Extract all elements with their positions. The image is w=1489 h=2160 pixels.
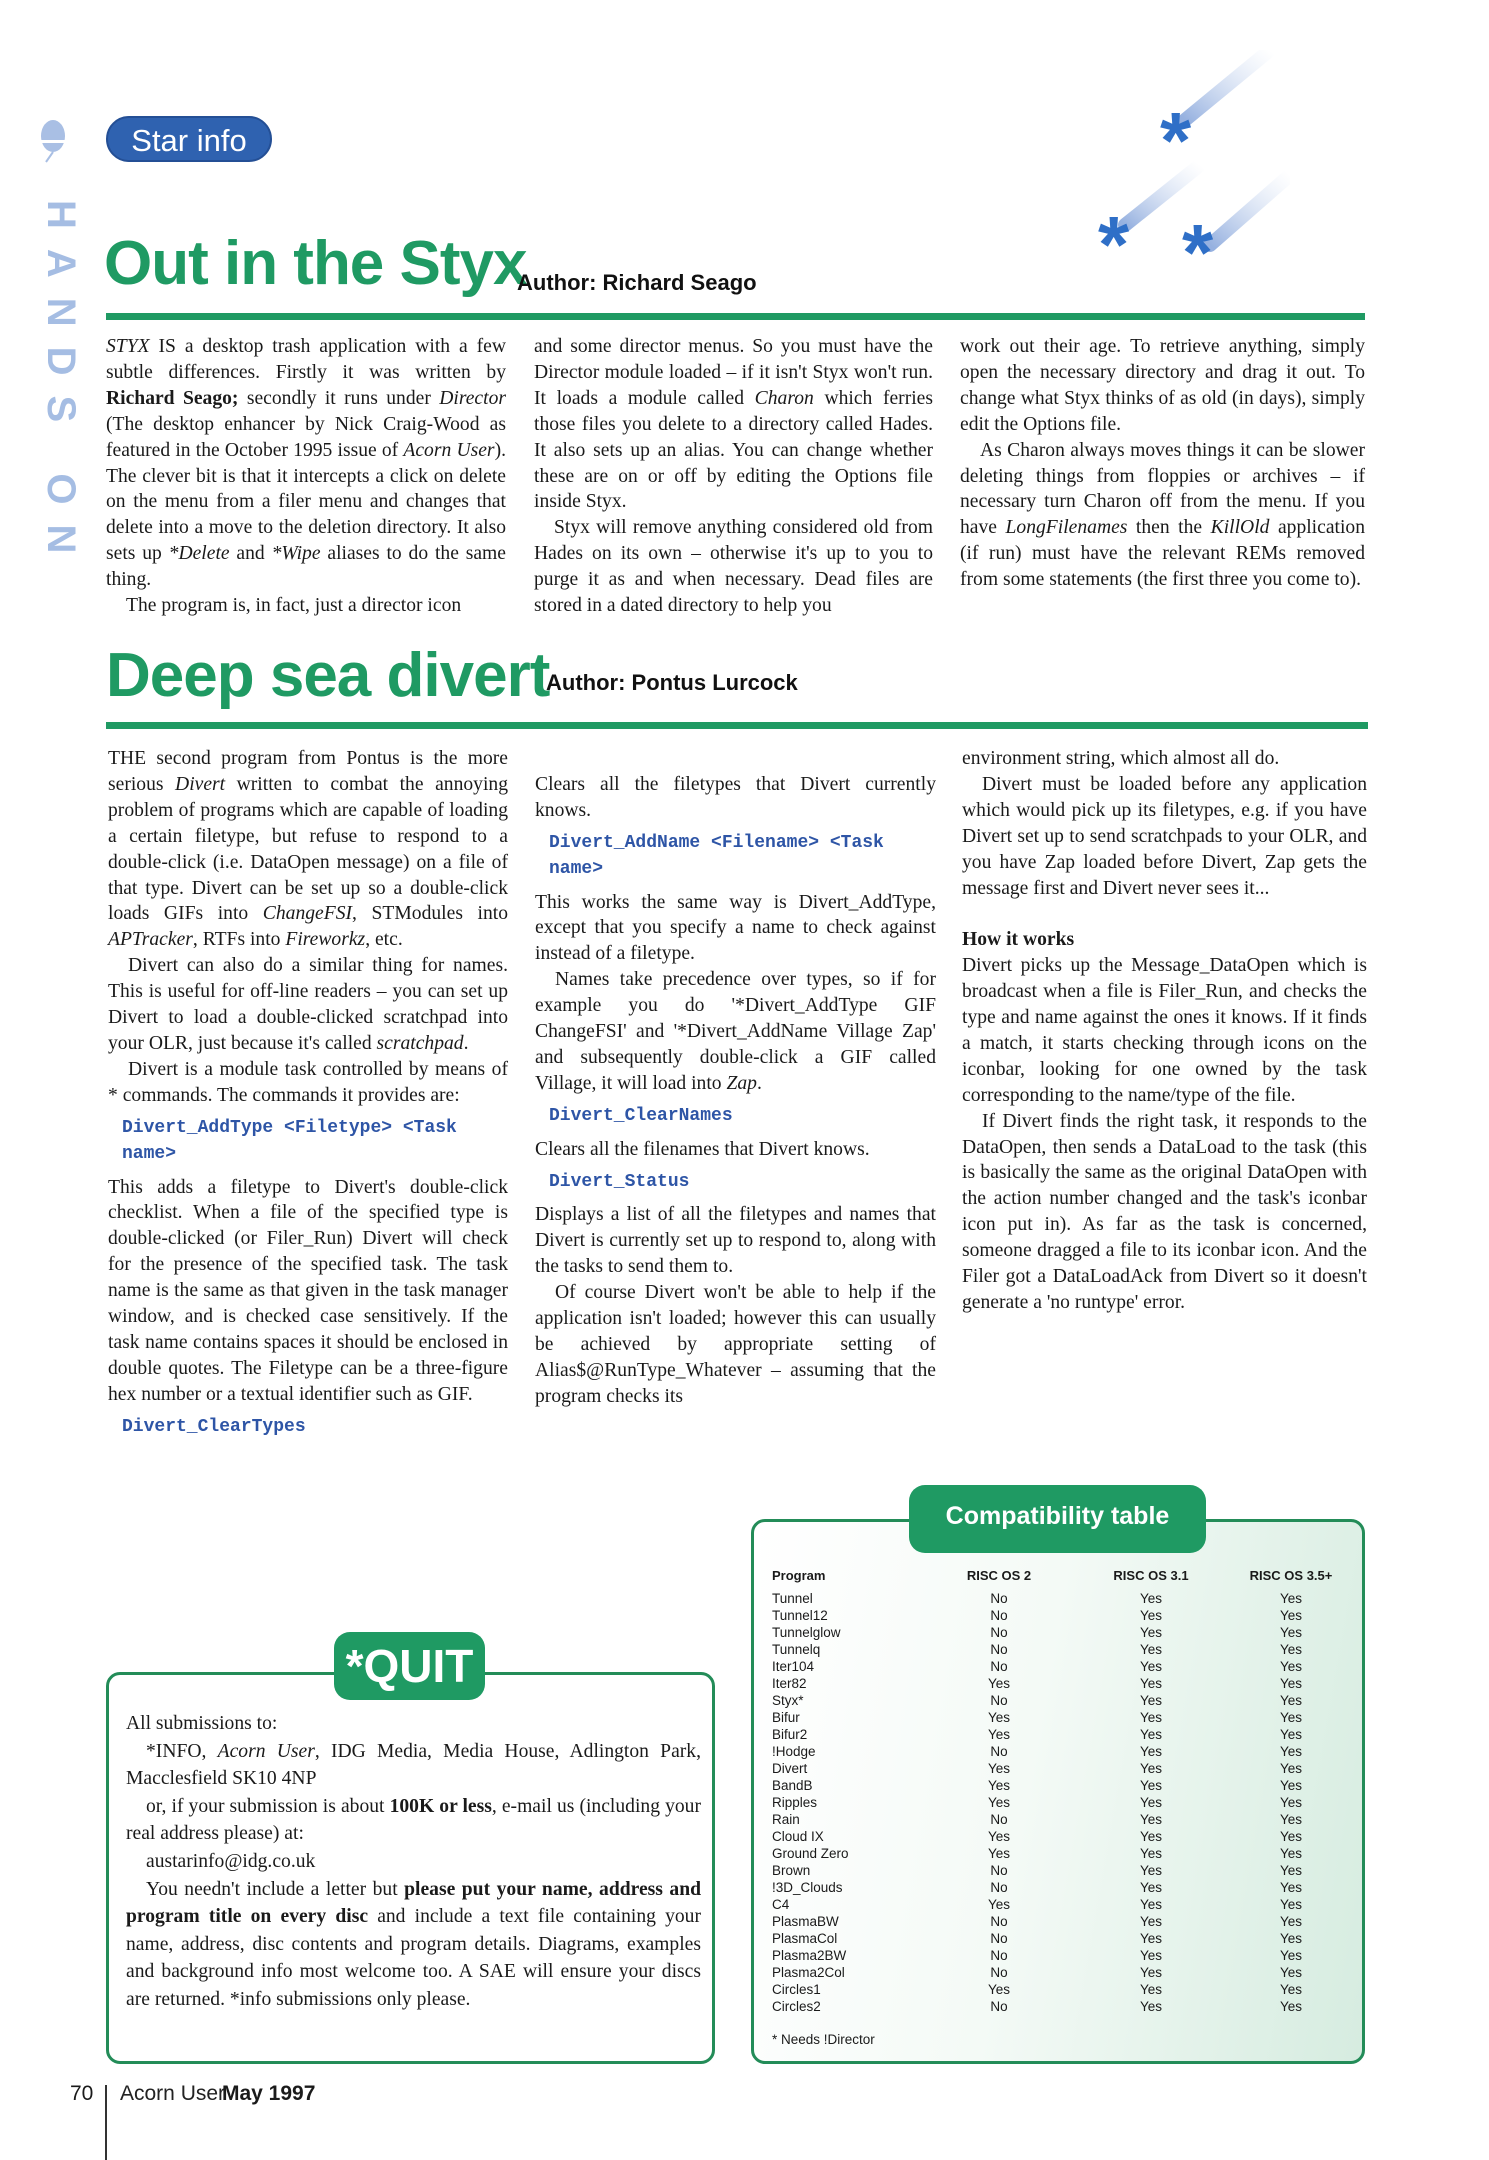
text-run: and (229, 543, 272, 565)
compatibility-cell: Yes (1279, 1761, 1303, 1776)
paragraph (535, 1280, 936, 1410)
paragraph (960, 334, 1365, 438)
paragraph (962, 746, 1367, 772)
paragraph (535, 1137, 936, 1163)
text-run: environment string, which almost all do. (962, 748, 1280, 769)
compatibility-cell: Yes (1279, 1863, 1303, 1878)
command-syntax: Divert_ClearTypes (122, 1416, 306, 1437)
compatibility-cell: Yes (1279, 1829, 1303, 1844)
program-name-cell: Circles2 (772, 1999, 821, 2014)
compatibility-cell: Yes (1279, 1812, 1303, 1827)
program-name-cell: Iter82 (772, 1676, 807, 1691)
compatibility-cell: Yes (987, 1846, 1011, 1861)
table-row (764, 1828, 1346, 1845)
text-run: then the (1127, 517, 1211, 539)
spacer (962, 901, 1367, 927)
text-run: THE second program from Pontus is the more serious (108, 748, 508, 795)
text-run: All submissions to: (126, 1713, 278, 1734)
table-row (764, 1896, 1346, 1913)
bold-text: Richard Seago; (106, 387, 239, 409)
command-syntax: Divert_AddName <Filename> <Task name> (549, 832, 884, 879)
italic-text: STYX (106, 336, 150, 357)
table-row (764, 1777, 1346, 1794)
styx-column-2 (534, 334, 933, 619)
text-run: If Divert finds the right task, it responds to the DataOpen, then sends a DataLoad to the task (this is basically the same as the original DataOpen with the action number changed and the task's iconbar icon put in). As far as the task is concerned, someone dragged a file to its iconbar icon. And the Filer got a DataLoadAck from Divert so it doesn't generate a 'no runtype' error. (962, 1110, 1367, 1314)
paragraph (535, 890, 936, 968)
compatibility-cell: No (990, 1625, 1008, 1640)
italic-text: ChangeFSI (262, 903, 353, 925)
program-name-cell: Tunnelglow (772, 1625, 841, 1640)
compatibility-cell: Yes (1279, 1710, 1303, 1725)
paragraph (126, 1738, 701, 1793)
compatibility-cell: Yes (987, 1727, 1011, 1742)
table-row (764, 1981, 1346, 1998)
paragraph (108, 746, 508, 953)
command-syntax: Divert_AddType <Filetype> <Task name> (122, 1117, 457, 1164)
column-header: Program (772, 1567, 826, 1583)
table-row (764, 1964, 1346, 1981)
program-name-cell: Bifur2 (772, 1727, 808, 1742)
magazine-name: Acorn User (120, 2082, 226, 2105)
text-run: You needn't include a letter but (146, 1878, 405, 1900)
text-run: ). The clever bit is that it intercepts a click on delete on the menu from a filer menu and changes that delete into a move to the deletion directory. It also sets up (106, 439, 506, 565)
text-run: Divert can also do a similar thing for names. This is useful for off-line readers – you can set up Divert to load a double-clicked scratchpad into your OLR, just because it's called (108, 955, 508, 1054)
paragraph (126, 1793, 701, 1848)
compatibility-cell: Yes (1279, 1999, 1303, 2014)
compatibility-cell: Yes (1139, 1863, 1163, 1878)
italic-text: *Wipe (271, 543, 321, 565)
text-run: , IDG Media, Media House, Adlington Park, Macclesfield SK10 4NP (126, 1740, 701, 1790)
text-run: Divert picks up the Message_DataOpen which is broadcast when a file is Filer_Run, and checks the type and name against the ones it knows. If it finds a match, it starts checking through icons on the iconbar, looking for one owned by the task corresponding to the name/type of the file. (962, 955, 1367, 1106)
compatibility-cell: Yes (1279, 1591, 1303, 1606)
text-run: , RTFs into (192, 929, 286, 951)
divider-rule (106, 313, 1365, 320)
compatibility-cell: Yes (987, 1710, 1011, 1725)
program-name-cell: Circles1 (772, 1982, 821, 1997)
text-run: Styx will remove anything considered old from Hades on its own – otherwise it's up to you to purge it as and when necessary. Dead files are stored in a dated directory to help you (534, 517, 933, 617)
italic-text: Director (439, 387, 506, 409)
compatibility-cell: Yes (1139, 1625, 1163, 1640)
subheading: How it works (962, 929, 1075, 951)
stars-decoration-icon (1090, 50, 1290, 285)
footer-divider (105, 2085, 107, 2160)
program-name-cell: Bifur (772, 1710, 800, 1725)
text-run: and some director menus. So you must have the Director module loaded – if it isn't Styx won't run. It loads a module called (534, 336, 933, 409)
program-name-cell: Iter104 (772, 1659, 815, 1674)
author-divert: Author: Pontus Lurcock (546, 670, 798, 695)
table-row (764, 1879, 1346, 1896)
italic-text: Fireworkz (285, 929, 366, 951)
text-run: written to combat the annoying problem of programs which are capable of loading a certain filetype, but refuse to respond to a double-click (i.e. DataOpen message) on a file of that type. Divert can be set up so a double-click loads GIFs into (108, 773, 508, 925)
table-row (764, 1692, 1346, 1709)
divert-column-2 (535, 746, 936, 1410)
table-row (764, 1658, 1346, 1675)
paragraph (106, 334, 506, 593)
text-run: aliases to do the same thing. (106, 543, 506, 591)
italic-text: Acorn User (217, 1740, 315, 1762)
compatibility-cell: Yes (1139, 1931, 1163, 1946)
compatibility-cell: Yes (1139, 1846, 1163, 1861)
text-run: Names take precedence over types, so if for example you do '*Divert_AddType GIF ChangeFSI' and '*Divert_AddName Village Zap' and subsequently double-click a GIF called Village, it will load into (535, 969, 936, 1094)
paragraph (126, 1876, 701, 2014)
program-name-cell: Tunnel (772, 1591, 813, 1606)
compatibility-cell: Yes (1279, 1608, 1303, 1623)
compatibility-cell: No (990, 1863, 1008, 1878)
compatibility-cell: Yes (1279, 1727, 1303, 1742)
compatibility-cell: Yes (1279, 1982, 1303, 1997)
table-row (764, 1607, 1346, 1624)
text-run: The program is, in fact, just a director icon (126, 595, 462, 617)
compatibility-cell: Yes (987, 1982, 1011, 1997)
compatibility-cell: Yes (1279, 1948, 1303, 1963)
program-name-cell: !Hodge (772, 1744, 816, 1759)
table-row (764, 1641, 1346, 1658)
text-run: secondly it runs under (238, 387, 440, 409)
author-styx: Author: Richard Seago (517, 270, 757, 295)
table-footnote: * Needs !Director (772, 2032, 875, 2047)
compatibility-cell: Yes (1139, 1744, 1163, 1759)
paragraph (535, 772, 936, 824)
compatibility-cell: Yes (1279, 1846, 1303, 1861)
table-row (764, 1675, 1346, 1692)
compatibility-cell: Yes (987, 1676, 1011, 1691)
text-run: This works the same way is Divert_AddType, except that you specify a name to check against instead of a filetype. (535, 891, 936, 965)
text-run: which ferries those files you delete to a directory called Hades. It also sets up an alias. You can change whether these are on or off by editing the Options file inside Styx. (534, 387, 933, 513)
text-run: (The desktop enhancer by Nick Craig-Wood as featured in the October 1995 issue of (106, 413, 506, 461)
table-row (764, 1998, 1346, 2015)
article-title-divert: Deep sea divert (106, 641, 550, 710)
styx-column-1 (106, 334, 506, 619)
compatibility-cell: Yes (987, 1761, 1011, 1776)
compatibility-cell: Yes (1139, 1676, 1163, 1691)
italic-text: Divert (175, 773, 226, 795)
compatibility-cell: No (990, 1744, 1008, 1759)
program-name-cell: Brown (772, 1863, 811, 1878)
text-run: Clears all the filenames that Divert knows. (535, 1138, 870, 1160)
compatibility-cell: Yes (1139, 1812, 1163, 1827)
text-run: , STModules into (352, 903, 509, 925)
compatibility-cell: Yes (1139, 1778, 1163, 1793)
compatibility-cell: Yes (1279, 1931, 1303, 1946)
compatibility-cell: Yes (1139, 1914, 1163, 1929)
text-run: work out their age. To retrieve anything, simply open the necessary directory and drag it out. To change what Styx thinks of as old (in days), simply edit the Options file. (960, 336, 1365, 435)
text-run: , e-mail us (including your real address please) at: (126, 1795, 701, 1845)
compatibility-table (764, 1560, 1346, 2015)
compatibility-cell: Yes (1279, 1880, 1303, 1895)
table-row (764, 1862, 1346, 1879)
compatibility-cell: Yes (1279, 1642, 1303, 1657)
compatibility-cell: Yes (1139, 1693, 1163, 1708)
compatibility-cell: No (990, 1693, 1008, 1708)
compatibility-title: Compatibility table (909, 1485, 1206, 1553)
paragraph (108, 953, 508, 1057)
compatibility-cell: Yes (1139, 1608, 1163, 1623)
compatibility-cell: Yes (1139, 1897, 1163, 1912)
compatibility-cell: Yes (1139, 1880, 1163, 1895)
compatibility-cell: Yes (1279, 1965, 1303, 1980)
submissions-text (126, 1710, 701, 2014)
italic-text: *Delete (168, 543, 230, 565)
paragraph (962, 772, 1367, 902)
text-run: *INFO, (146, 1740, 218, 1762)
compatibility-cell: Yes (1279, 1625, 1303, 1640)
quit-label: *QUIT (334, 1632, 485, 1700)
paragraph (534, 515, 933, 619)
compatibility-cell: Yes (1279, 1676, 1303, 1691)
table-row (764, 1930, 1346, 1947)
compatibility-cell: Yes (1139, 1591, 1163, 1606)
column-header: RISC OS 2 (966, 1567, 1032, 1583)
table-row (764, 1845, 1346, 1862)
italic-text: Zap (726, 1072, 757, 1094)
paragraph (126, 1710, 701, 1738)
compatibility-cell: Yes (1139, 1659, 1163, 1674)
section-badge: Star info (106, 116, 272, 162)
compatibility-cell: Yes (987, 1829, 1011, 1844)
paragraph (126, 1848, 701, 1876)
table-header-row (764, 1560, 1346, 1590)
program-name-cell: PlasmaCol (772, 1931, 838, 1946)
text-run: . (756, 1072, 762, 1094)
bold-text: please put your name, address and program title on every disc (126, 1878, 701, 1928)
page-number: 70 (70, 2082, 94, 2105)
program-name-cell: Divert (772, 1761, 808, 1776)
paragraph (534, 334, 933, 515)
compatibility-cell: No (990, 1948, 1008, 1963)
text-run: . (463, 1032, 469, 1054)
paragraph (535, 967, 936, 1097)
text-run: and include a text file containing your name, address, disc contents and program details. Diagrams, examples and background info most welcome too. A SAE will ensure your discs are returned. *info submissions only please. (126, 1906, 701, 2010)
compatibility-cell: No (990, 1812, 1008, 1827)
compatibility-cell: Yes (1279, 1897, 1303, 1912)
column-header: RISC OS 3.1 (1113, 1567, 1189, 1583)
compatibility-cell: Yes (1279, 1778, 1303, 1793)
paragraph (108, 1057, 508, 1109)
paragraph (535, 1202, 936, 1280)
program-name-cell: Plasma2Col (772, 1965, 845, 1980)
table-row (764, 1624, 1346, 1641)
table-row (764, 1811, 1346, 1828)
compatibility-cell: Yes (1139, 1795, 1163, 1810)
compatibility-cell: Yes (1139, 1999, 1163, 2014)
program-name-cell: !3D_Clouds (772, 1880, 843, 1895)
compatibility-cell: Yes (1139, 1710, 1163, 1725)
program-name-cell: C4 (772, 1897, 790, 1912)
italic-text: KillOld (1210, 517, 1270, 539)
issue-date: May 1997 (222, 2082, 316, 2105)
compatibility-cell: Yes (1139, 1727, 1163, 1742)
text-run: Of course Divert won't be able to help if the application isn't loaded; however this can usually be achieved by appropriate setting of Alias$@RunType_Whatever – assuming that the program checks its (535, 1282, 936, 1407)
compatibility-cell: Yes (1139, 1761, 1163, 1776)
program-name-cell: Plasma2BW (772, 1948, 847, 1963)
styx-column-3 (960, 334, 1365, 593)
text-run: Divert must be loaded before any application which would pick up its filetypes, e.g. if you have Divert set up to send scratchpads to your OLR, and you have Zap loaded before Divert, Zap gets the message first and Divert never sees it... (962, 773, 1367, 899)
program-name-cell: Tunnelq (772, 1642, 821, 1657)
text-run: IS a desktop trash application with a few subtle differences. Firstly it was written by (106, 336, 506, 383)
compatibility-cell: No (990, 1591, 1008, 1606)
compatibility-cell: Yes (1279, 1914, 1303, 1929)
program-name-cell: Tunnel12 (772, 1608, 828, 1623)
divider-rule (106, 722, 1368, 729)
compatibility-cell: Yes (987, 1795, 1011, 1810)
divert-column-3 (962, 746, 1367, 1316)
column-header: RISC OS 3.5+ (1249, 1567, 1333, 1583)
command-syntax: Divert_ClearNames (549, 1105, 733, 1126)
compatibility-cell: Yes (1139, 1965, 1163, 1980)
acorn-logo-icon (38, 118, 68, 171)
italic-text: scratchpad (376, 1032, 464, 1054)
table-row (764, 1590, 1346, 1607)
svg-text:*: * (1182, 208, 1214, 280)
program-name-cell: Styx* (772, 1693, 804, 1708)
italic-text: Charon (754, 387, 814, 409)
paragraph (108, 1175, 508, 1408)
table-row (764, 1743, 1346, 1760)
table-row (764, 1794, 1346, 1811)
spacer (535, 746, 936, 772)
text-run: Displays a list of all the filetypes and names that Divert is currently set up to respond to, along with the tasks to send them to. (535, 1204, 936, 1278)
compatibility-cell: Yes (1139, 1642, 1163, 1657)
side-label: HANDS ON (39, 200, 83, 574)
text-run: , etc. (365, 929, 403, 951)
table-row (764, 1726, 1346, 1743)
program-name-cell: PlasmaBW (772, 1914, 839, 1929)
compatibility-cell: Yes (1279, 1744, 1303, 1759)
text-run: Clears all the filetypes that Divert currently knows. (535, 773, 936, 821)
svg-text:*: * (1098, 200, 1130, 280)
compatibility-cell: Yes (1279, 1795, 1303, 1810)
text-run: application (if run) must have the relevant REMs removed from some statements (the first three you come to). (960, 517, 1366, 591)
compatibility-cell: No (990, 1659, 1008, 1674)
compatibility-cell: No (990, 1914, 1008, 1929)
compatibility-cell: No (990, 1608, 1008, 1623)
paragraph (962, 1109, 1367, 1316)
compatibility-cell: No (990, 1931, 1008, 1946)
compatibility-cell: No (990, 1965, 1008, 1980)
text-run: This adds a filetype to Divert's double-click checklist. When a file of the specified type is double-clicked (or Filer_Run) Divert will check for the presence of the specified task. The task name is the same as that given in the task manager window, and is checked case sensitively. If the task name contains spaces it should be enclosed in double quotes. The Filetype can be a three-figure hex number or a textual identifier such as GIF. (108, 1176, 508, 1405)
program-name-cell: Ripples (772, 1795, 818, 1810)
compatibility-cell: Yes (987, 1778, 1011, 1793)
program-name-cell: Rain (772, 1812, 800, 1827)
program-name-cell: Ground Zero (772, 1846, 849, 1861)
program-name-cell: Cloud IX (772, 1829, 824, 1844)
italic-text: LongFilenames (1005, 517, 1128, 539)
compatibility-cell: Yes (1139, 1948, 1163, 1963)
compatibility-cell: Yes (1279, 1659, 1303, 1674)
compatibility-cell: No (990, 1642, 1008, 1657)
table-row (764, 1709, 1346, 1726)
svg-text:*: * (1160, 96, 1192, 185)
table-row (764, 1760, 1346, 1777)
paragraph (106, 593, 506, 619)
compatibility-cell: No (990, 1999, 1008, 2014)
paragraph (962, 953, 1367, 1108)
compatibility-cell: Yes (1139, 1829, 1163, 1844)
compatibility-cell: Yes (1139, 1982, 1163, 1997)
table-row (764, 1913, 1346, 1930)
compatibility-cell: Yes (1279, 1693, 1303, 1708)
article-title-styx: Out in the Styx (104, 229, 527, 298)
program-name-cell: BandB (772, 1778, 813, 1793)
divert-column-1 (108, 746, 508, 1448)
paragraph (960, 438, 1365, 593)
italic-text: Acorn User (403, 439, 495, 461)
compatibility-cell: Yes (987, 1897, 1011, 1912)
command-syntax: Divert_Status (549, 1171, 690, 1192)
italic-text: APTracker (108, 929, 193, 951)
text-run: Divert is a module task controlled by means of * commands. The commands it provides are: (108, 1058, 508, 1106)
bold-text: 100K or less (389, 1795, 492, 1817)
text-run: or, if your submission is about (146, 1795, 390, 1817)
table-row (764, 1947, 1346, 1964)
text-run: As Charon always moves things it can be slower deleting things from floppies or archives – if necessary turn Charon off from the menu. If you have (960, 439, 1365, 539)
compatibility-cell: No (990, 1880, 1008, 1895)
text-run: austarinfo@idg.co.uk (146, 1850, 316, 1872)
